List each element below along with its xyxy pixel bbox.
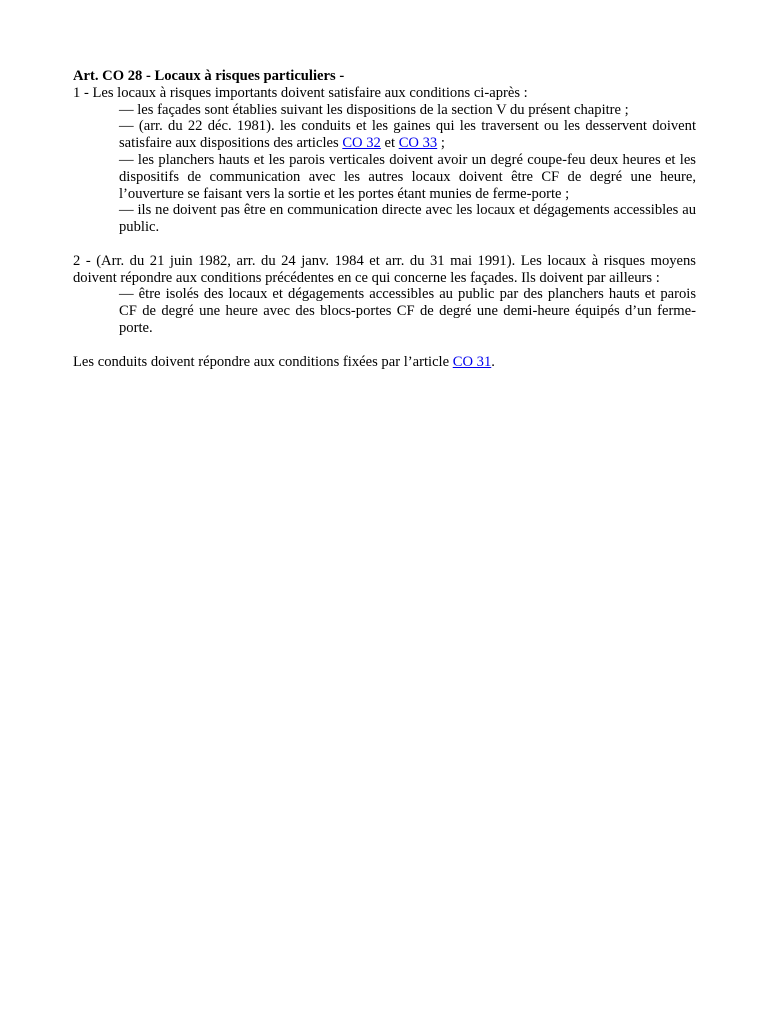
document-page [73,68,696,370]
section-1-bullet-conduits [119,118,696,152]
paragraph-spacer [73,337,696,354]
section-2-bullet-isolation: — être isolés des locaux et dégagements accessibles au public par des planchers hauts et parois CF de degré une heure avec des blocs-portes CF de degré une demi-heure équipés d’un ferme-porte. [119,286,696,336]
paragraph-spacer [73,236,696,253]
article-title: Art. CO 28 - Locaux à risques particuliers - [73,68,345,84]
bullet-text: ; [437,135,445,152]
section-1-bullet-facades: — les façades sont établies suivant les dispositions de la section V du présent chapitre ; [119,101,629,118]
bullet-text: et [380,135,399,152]
link-co-31[interactable]: CO 31 [452,353,492,370]
section-1-bullet-planchers: — les planchers hauts et les parois verticales doivent avoir un degré coupe-feu deux heures et les dispositifs de communication avec les autres locaux doivent être CF de degré une heure, l’ouverture se faisant vers la sortie et les portes étant munies de ferme-porte ; [119,151,696,202]
link-co-32[interactable]: CO 32 [342,135,381,152]
link-co-33[interactable]: CO 33 [398,135,438,152]
section-1-bullet-communication: — ils ne doivent pas être en communication directe avec les locaux et dégagements accessibles au public. [119,202,696,236]
section-3-text [73,354,696,371]
section-2-intro: 2 - (Arr. du 21 juin 1982, arr. du 24 janv. 1984 et arr. du 31 mai 1991). Les locaux à risques moyens doivent répondre aux conditions précédentes en ce qui concerne les façades. Ils doivent par ailleurs : [73,252,696,286]
section-3-text-prefix: Les conduits doivent répondre aux conditions fixées par l’article [73,353,453,370]
bullet-text: — (arr. du 22 déc. 1981). les conduits et les gaines qui les traversent ou les desservent doivent satisfaire aux dispositions des articles [119,118,696,152]
section-1-intro: 1 - Les locaux à risques importants doivent satisfaire aux conditions ci-après : [73,84,528,101]
section-3-text-suffix: . [491,353,495,370]
